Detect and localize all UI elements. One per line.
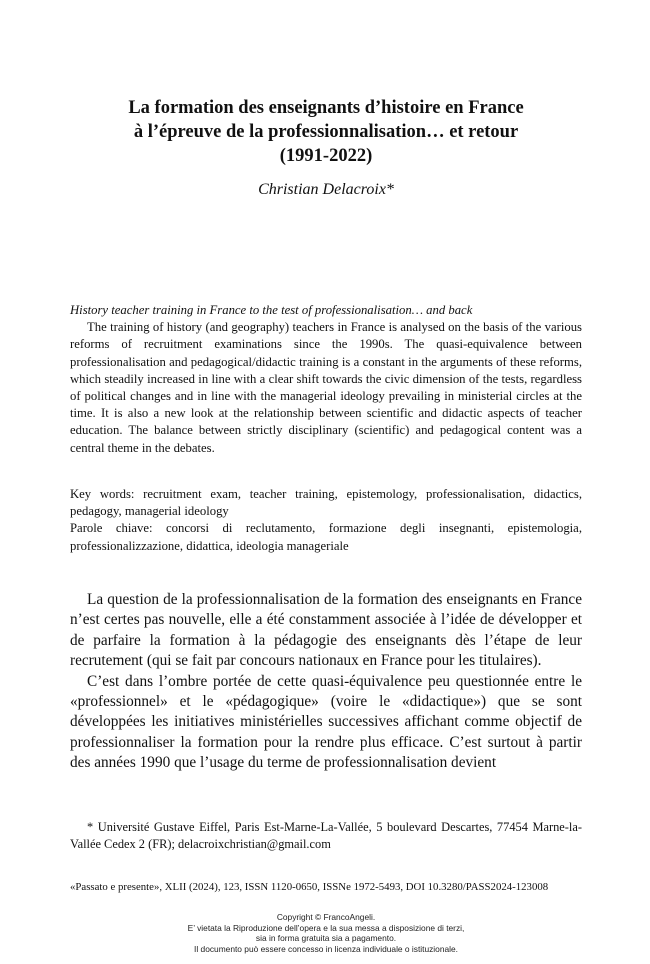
journal-reference: «Passato e presente», XLII (2024), 123, ISSN 1120-0650, ISSNe 1972-5493, DOI 10.3280/PASS2024-123008 xyxy=(70,881,549,893)
copyright-line: Il documento può essere concesso in licenza individuale o istituzionale. xyxy=(194,943,458,954)
body-text xyxy=(70,590,582,774)
author-name: Christian Delacroix* xyxy=(258,181,394,198)
keywords-en: Key words: recruitment exam, teacher training, epistemology, professionalisation, didactics, pedagogy, managerial ideology xyxy=(70,487,582,519)
copyright-line: E’ vietata la Riproduzione dell’opera e la sua messa a disposizione di terzi, xyxy=(187,922,465,933)
title-line: (1991-2022) xyxy=(279,146,373,166)
body-paragraph: C’est dans l’ombre portée de cette quasi-équivalence peu questionnée entre le «professionnel» et le «pédagogique» (voire le «didactique») que se sont développées les initiatives ministérielles successives affichant comme objectif de professionnaliser la formation pour la rendre plus efficace. C’est surtout à partir des années 1990 que l’usage du terme de professionnalisation devient xyxy=(70,672,582,772)
title-line: La formation des enseignants d’histoire en France xyxy=(128,98,524,118)
keywords xyxy=(70,486,582,555)
keywords-it: Parole chiave: concorsi di reclutamento, formazione degli insegnanti, epistemologia, professionalizzazione, didattica, ideologia manageriale xyxy=(70,521,582,553)
abstract xyxy=(70,302,582,457)
body-paragraph: La question de la professionnalisation de la formation des enseignants en France n’est certes pas nouvelle, elle a été constamment associée à l’idée de développer et de parfaire la formation à la pédagogie des enseignants dès l’étape de leur recrutement (qui se fait par concours nationaux en France pour les titulaires). xyxy=(70,591,582,670)
article-title xyxy=(70,96,582,168)
title-line: à l’épreuve de la professionnalisation… et retour xyxy=(133,122,519,142)
abstract-text: The training of history (and geography) teachers in France is analysed on the basis of the various reforms of recruitment examinations since the 1990s. The quasi-equivalence between professionalisation and pedagogical/didactic training is a constant in the arguments of these reforms, which steadily increased in line with a clear shift towards the civic dimension of the tests, regardless of political changes and in line with the managerial ideology prevailing in ministerial circles at the time. It is also a new look at the relationship between scientific and didactic aspects of teacher education. The balance between strictly disciplinary (scientific) and pedagogical content was a central theme in the debates. xyxy=(70,320,582,455)
footnote xyxy=(70,819,582,852)
abstract-title: History teacher training in France to the test of professionalisation… and back xyxy=(70,303,473,317)
copyright-line: sia in forma gratuita sia a pagamento. xyxy=(255,933,397,944)
footnote-text: * Université Gustave Eiffel, Paris Est-Marne-La-Vallée, 5 boulevard Descartes, 77454 Marne-la-Vallée Cedex 2 (FR); delacroixchristian@gmail.com xyxy=(70,820,582,851)
copyright-line: Copyright © FrancoAngeli. xyxy=(276,912,376,922)
copyright-notice xyxy=(120,912,532,954)
